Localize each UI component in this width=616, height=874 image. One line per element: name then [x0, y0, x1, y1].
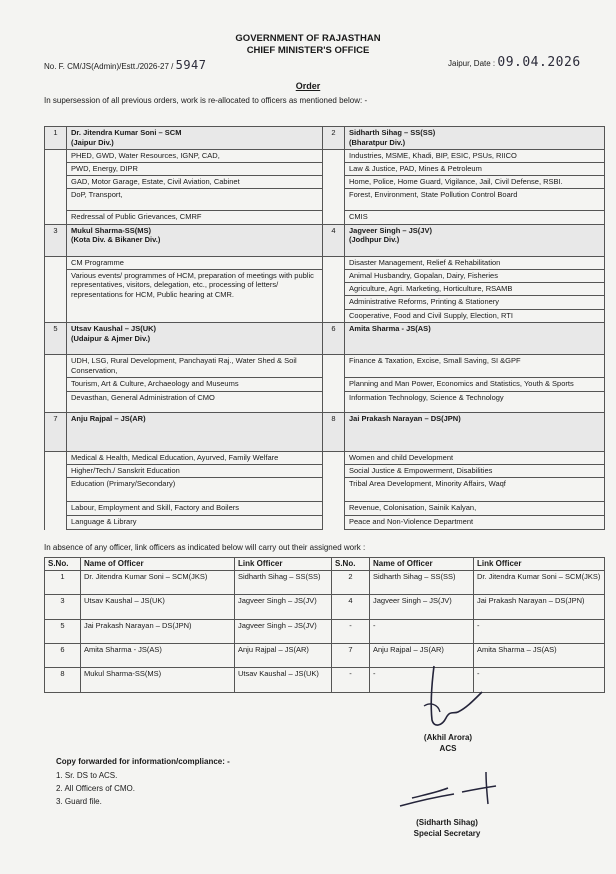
officer-header-row [45, 224, 605, 239]
subject-row [45, 451, 605, 464]
officer-right [345, 323, 605, 355]
link-cell: Jagveer Singh – JS(JV) [235, 619, 332, 643]
blank-cell [323, 256, 345, 269]
blank-cell [323, 378, 345, 391]
link-cell: 5 [45, 619, 81, 643]
officer-name: Jai Prakash Narayan – DS(JPN) [349, 414, 461, 424]
link-cell: Amita Sharma - JS(AS) [81, 644, 235, 668]
subject-left: Various events/ programmes of HCM, preparation of meetings with public representatives, visitors, delegation, etc., processing of letters/ representations for HCM, Public hearing at CMR. [67, 269, 323, 323]
blank-cell [45, 256, 67, 269]
subject-left: Labour, Employment and Skill, Factory and Boilers [67, 501, 323, 515]
link-cell: 2 [332, 570, 370, 594]
link-cell: 8 [45, 668, 81, 693]
subject-right: Law & Justice, PAD, Mines & Petroleum [345, 163, 605, 176]
subject-row [45, 378, 605, 391]
blank-cell [323, 189, 345, 210]
subject-right: Agriculture, Agri. Marketing, Horticulture, RSAMB [345, 282, 605, 295]
blank-cell [323, 282, 345, 295]
blank-cell [45, 378, 67, 391]
file-number-handwritten: 5947 [175, 58, 207, 72]
link-cell: Utsav Kaushal – JS(UK) [81, 595, 235, 619]
officer-name: Dr. Jitendra Kumar Soni – SCM [71, 128, 182, 137]
subject-row [45, 150, 605, 163]
blank-cell [45, 210, 67, 224]
officer-right [345, 127, 605, 150]
subject-left: Education (Primary/Secondary) [67, 477, 323, 501]
subject-row [45, 176, 605, 189]
copy-item-3: 3. Guard file. [56, 797, 102, 806]
blank-cell [323, 391, 345, 413]
officer-header-row [45, 127, 605, 139]
subject-left: CM Programme [67, 256, 323, 269]
link-cell: - [474, 619, 605, 643]
subject-left: UDH, LSG, Rural Development, Panchayati Raj., Water Shed & Soil Conservation, [67, 355, 323, 378]
copy-item-1: 1. Sr. DS to ACS. [56, 771, 118, 780]
subject-left: Medical & Health, Medical Education, Ayurved, Family Welfare [67, 451, 323, 464]
link-cell: 7 [332, 644, 370, 668]
blank-cell [45, 176, 67, 189]
link-cell: Utsav Kaushal – JS(UK) [235, 668, 332, 693]
subject-left: PHED, GWD, Water Resources, IGNP, CAD, [67, 150, 323, 163]
absence-note: In absence of any officer, link officers as indicated below will carry out their assigned work : [44, 543, 366, 552]
officer-number: 7 [45, 413, 67, 451]
officer-name: Amita Sharma - JS(AS) [349, 324, 431, 334]
subject-right: Peace and Non-Violence Department [345, 515, 605, 529]
link-table-header [45, 558, 605, 571]
blank-cell [45, 501, 67, 515]
officer-name: Mukul Sharma-SS(MS) [71, 225, 152, 235]
link-row [45, 619, 605, 643]
link-cell: - [370, 668, 474, 693]
officer-number: 3 [45, 224, 67, 256]
subject-row [45, 391, 605, 413]
link-header-cell: Link Officer [474, 558, 605, 571]
officer-left [67, 323, 323, 355]
blank-cell [45, 269, 67, 323]
blank-cell [323, 150, 345, 163]
subject-row [45, 256, 605, 269]
blank-cell [45, 189, 67, 210]
link-cell: 1 [45, 570, 81, 594]
government-heading: GOVERNMENT OF RAJASTHAN [235, 33, 381, 44]
link-header-cell: S.No. [45, 558, 81, 571]
link-cell: Anju Rajpal – JS(AR) [235, 644, 332, 668]
subject-left: PWD, Energy, DIPR [67, 163, 323, 176]
subject-right: Revenue, Colonisation, Sainik Kalyan, [345, 501, 605, 515]
officer-left [67, 413, 323, 451]
officer-number: 5 [45, 323, 67, 355]
link-cell: 4 [332, 595, 370, 619]
file-number [44, 60, 207, 72]
subject-right: Social Justice & Empowerment, Disabilities [345, 464, 605, 477]
link-cell: 6 [45, 644, 81, 668]
copy-forwarded-title: Copy forwarded for information/compliance: - [56, 757, 230, 766]
officer-name: Anju Rajpal – JS(AR) [71, 414, 146, 424]
link-cell: Amita Sharma – JS(AS) [474, 644, 605, 668]
officer-name: Sidharth Sihag – SS(SS) [349, 128, 436, 137]
subject-left: Higher/Tech./ Sanskrit Education [67, 464, 323, 477]
blank-cell [323, 464, 345, 477]
blank-cell [45, 515, 67, 529]
signature-sidharth-sihag [392, 766, 502, 816]
officer-left [67, 224, 323, 256]
officer-header-row [45, 413, 605, 438]
signatory1-designation: ACS [439, 744, 457, 753]
blank-cell [323, 210, 345, 224]
link-cell: - [474, 668, 605, 693]
blank-cell [323, 501, 345, 515]
signatory2-designation: Special Secretary [413, 829, 481, 838]
officer-number: 4 [323, 224, 345, 256]
officer-right [345, 413, 605, 451]
link-cell: - [332, 619, 370, 643]
officer-right [345, 224, 605, 256]
date-label: Jaipur, Date : [448, 59, 496, 68]
subject-left: DoP, Transport, [67, 189, 323, 210]
subject-row [45, 163, 605, 176]
link-header-cell: S.No. [332, 558, 370, 571]
officer-number: 2 [323, 127, 345, 150]
link-cell: Dr. Jitendra Kumar Soni – SCM(JKS) [474, 570, 605, 594]
link-cell: - [370, 619, 474, 643]
officer-division: (Bharatpur Div.) [349, 137, 406, 147]
blank-cell [323, 309, 345, 322]
subject-right: Cooperative, Food and Civil Supply, Election, RTI [345, 309, 605, 322]
subject-left: Redressal of Public Grievances, CMRF [67, 210, 323, 224]
link-header-cell: Link Officer [235, 558, 332, 571]
subject-left: GAD, Motor Garage, Estate, Civil Aviation, Cabinet [67, 176, 323, 189]
subject-right: Women and child Development [345, 451, 605, 464]
signatory1-name: (Akhil Arora) [423, 733, 473, 742]
blank-cell [323, 163, 345, 176]
officer-name: Utsav Kaushal – JS(UK) [71, 324, 157, 334]
officer-number: 8 [323, 413, 345, 451]
subject-row [45, 477, 605, 501]
subject-right: Industries, MSME, Khadi, BIP, ESIC, PSUs, RIICO [345, 150, 605, 163]
blank-cell [323, 269, 345, 282]
link-row [45, 644, 605, 668]
link-cell: Jagveer Singh – JS(JV) [370, 595, 474, 619]
blank-cell [45, 150, 67, 163]
subject-row [45, 189, 605, 210]
link-officer-table [44, 557, 605, 693]
link-cell: Anju Rajpal – JS(AR) [370, 644, 474, 668]
subject-right: Forest, Environment, State Pollution Control Board [345, 189, 605, 210]
link-row [45, 668, 605, 693]
subject-row [45, 515, 605, 529]
office-heading: CHIEF MINISTER'S OFFICE [246, 45, 370, 56]
officer-division: (Jaipur Div.) [71, 137, 114, 147]
officer-division: (Jodhpur Div.) [349, 235, 400, 245]
subject-right: Animal Husbandry, Gopalan, Dairy, Fisheries [345, 269, 605, 282]
subject-right: Planning and Man Power, Economics and Statistics, Youth & Sports [345, 378, 605, 391]
signatory2-name: (Sidharth Sihag) [416, 818, 478, 827]
blank-cell [45, 355, 67, 378]
blank-cell [323, 355, 345, 378]
link-header-cell: Name of Officer [370, 558, 474, 571]
date-handwritten: 09.04.2026 [497, 55, 581, 70]
allocation-table [44, 126, 605, 530]
subject-row [45, 210, 605, 224]
link-cell: - [332, 668, 370, 693]
link-header-cell: Name of Officer [81, 558, 235, 571]
officer-division: (Kota Div. & Bikaner Div.) [71, 235, 161, 245]
officer-left [67, 127, 323, 150]
blank-cell [323, 477, 345, 501]
subject-right: Tribal Area Development, Minority Affairs, Waqf [345, 477, 605, 501]
subject-right: Information Technology, Science & Technology [345, 391, 605, 413]
officer-number: 6 [323, 323, 345, 355]
subject-row [45, 355, 605, 378]
copy-item-2: 2. All Officers of CMO. [56, 784, 135, 793]
blank-cell [45, 464, 67, 477]
blank-cell [323, 176, 345, 189]
link-cell: Mukul Sharma-SS(MS) [81, 668, 235, 693]
subject-right: Disaster Management, Relief & Rehabilitation [345, 256, 605, 269]
blank-cell [323, 451, 345, 464]
officer-name: Jagveer Singh – JS(JV) [349, 225, 432, 235]
subject-left: Language & Library [67, 515, 323, 529]
link-cell: Jai Prakash Narayan – DS(JPN) [474, 595, 605, 619]
link-cell: Dr. Jitendra Kumar Soni – SCM(JKS) [81, 570, 235, 594]
blank-cell [45, 451, 67, 464]
link-cell: Sidharth Sihag – SS(SS) [370, 570, 474, 594]
subject-right: Administrative Reforms, Printing & Stationery [345, 296, 605, 309]
link-cell: 3 [45, 595, 81, 619]
order-date [448, 55, 581, 70]
link-row [45, 570, 605, 594]
link-cell: Sidharth Sihag – SS(SS) [235, 570, 332, 594]
blank-cell [323, 515, 345, 529]
subject-row [45, 464, 605, 477]
blank-cell [45, 163, 67, 176]
subject-left: Devasthan, General Administration of CMO [67, 391, 323, 413]
subject-row [45, 501, 605, 515]
link-cell: Jagveer Singh – JS(JV) [235, 595, 332, 619]
officer-header-row [45, 323, 605, 336]
blank-cell [45, 391, 67, 413]
link-cell: Jai Prakash Narayan – DS(JPN) [81, 619, 235, 643]
link-row [45, 595, 605, 619]
subject-right: Finance & Taxation, Excise, Small Saving, SI &GPF [345, 355, 605, 378]
subject-row [45, 269, 605, 282]
signature-akhil-arora [412, 662, 492, 734]
order-title: Order [295, 81, 321, 91]
blank-cell [323, 296, 345, 309]
blank-cell [45, 477, 67, 501]
subject-left: Tourism, Art & Culture, Archaeology and Museums [67, 378, 323, 391]
intro-text: In supersession of all previous orders, work is re-allocated to officers as mentioned below: - [44, 96, 368, 105]
subject-right: CMIS [345, 210, 605, 224]
subject-right: Home, Police, Home Guard, Vigilance, Jail, Civil Defense, RSBI. [345, 176, 605, 189]
officer-number: 1 [45, 127, 67, 150]
file-number-label: No. F. CM/JS(Admin)/Estt./2026-27 / [44, 62, 174, 71]
officer-division: (Udaipur & Ajmer Div.) [71, 333, 151, 343]
